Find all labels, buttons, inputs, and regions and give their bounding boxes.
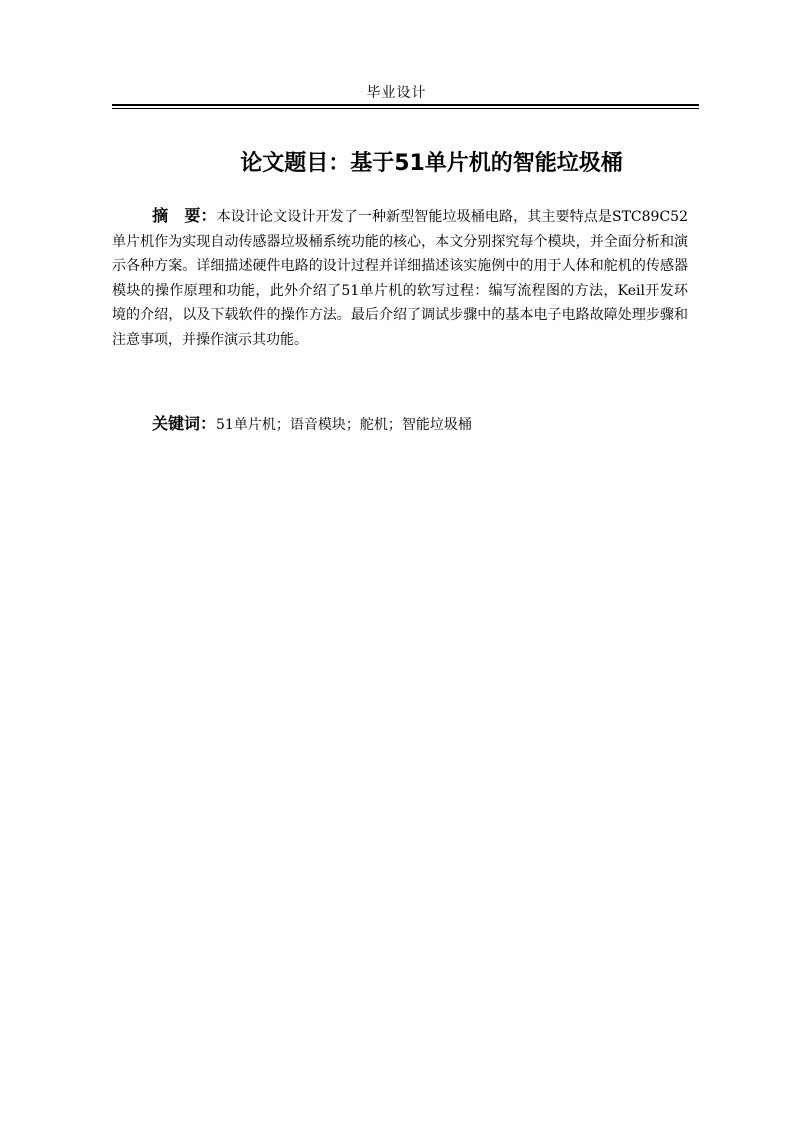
header-rule-thin <box>112 108 699 109</box>
abstract-paragraph <box>112 204 688 352</box>
abstract-text: 本设计论文设计开发了一种新型智能垃圾桶电路，其主要特点是STC89C52单片机作为实现自动传感器垃圾桶系统功能的核心，本文分别探究每个模块，并全面分析和演示各种方案。详细描述硬件电路的设计过程并详细描述该实施例中的用于人体和舵机的传感器模块的操作原理和功能，此外介绍了51单片机的软写过程：编写流程图的方法，Keil开发环境的介绍，以及下载软件的操作方法。最后介绍了调试步骤中的基本电子电路故障处理步骤和注意事项，并操作演示其功能。 <box>112 209 688 348</box>
keywords-text: 51单片机；语音模块；舵机；智能垃圾桶 <box>216 417 472 433</box>
thesis-title: 论文题目：基于51单片机的智能垃圾桶 <box>240 151 623 176</box>
page-header: 毕业设计 <box>366 85 427 101</box>
abstract-label: 摘 要： <box>152 206 217 225</box>
keywords-label: 关键词： <box>152 414 217 433</box>
header-rule-thick <box>112 104 699 106</box>
keywords-paragraph <box>152 412 472 437</box>
